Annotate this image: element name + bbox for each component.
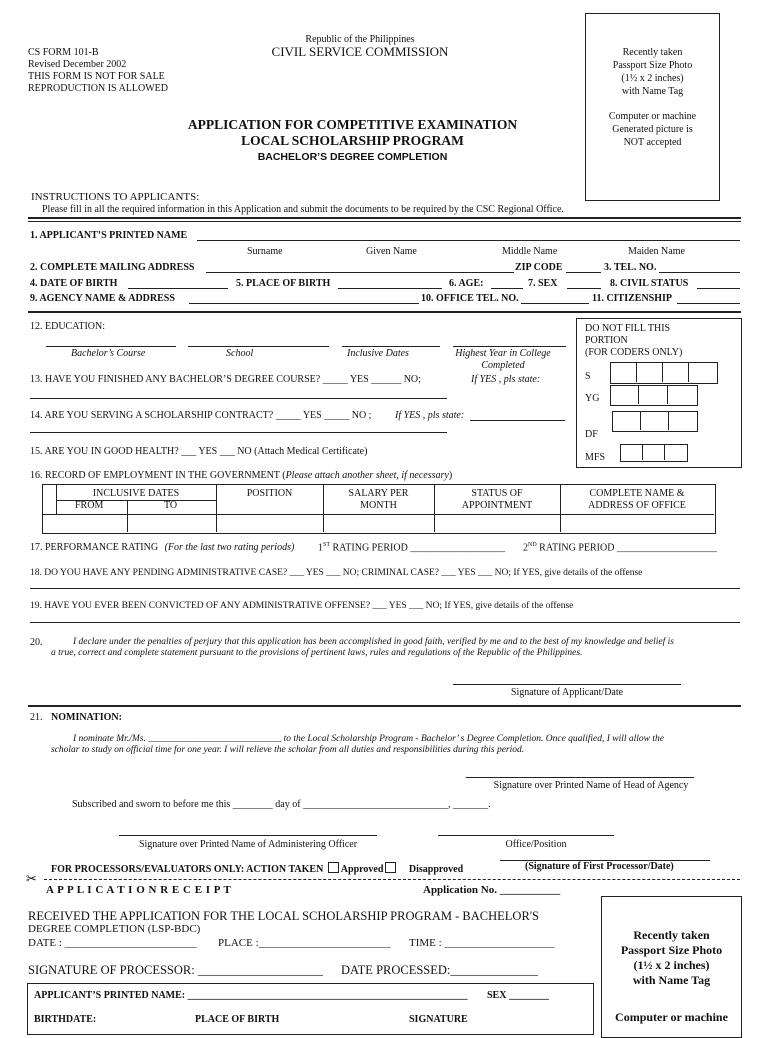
second-rating-period: 2ND RATING PERIOD ____________________ [523, 542, 717, 554]
receipt-birthdate: BIRTHDATE: [34, 1014, 97, 1025]
question-19: 19. HAVE YOU EVER BEEN CONVICTED OF ANY ADMINISTRATIVE OFFENSE? ___ YES ___ NO; If YES, give details of the offense [30, 601, 574, 611]
receipt-time: TIME : ____________________ [409, 937, 555, 949]
th-from: FROM [75, 500, 104, 511]
coder-df-cells[interactable] [612, 411, 698, 432]
coder-s-label: S [585, 371, 591, 382]
th-address-2: ADDRESS OF OFFICE [588, 500, 686, 511]
coder-yg-cells[interactable] [610, 385, 698, 406]
question-15: 15. ARE YOU IN GOOD HEALTH? ___ YES ___ NO (Attach Medical Certificate) [30, 446, 368, 457]
disapproved-label: Disapproved [408, 864, 464, 875]
photo-instruction-4: with Name Tag [621, 86, 684, 97]
photo-instruction-5: Computer or machine [608, 111, 697, 122]
form-meta [28, 47, 168, 95]
cut-line [44, 879, 740, 880]
question-14-details-input-2[interactable] [30, 432, 447, 433]
form-revised: Revised December 2002 [28, 59, 127, 70]
applicant-signature-input[interactable] [453, 684, 681, 685]
coder-mfs-cells[interactable] [620, 444, 688, 462]
th-status-1: STATUS OF [471, 488, 523, 499]
question-18-details-input[interactable] [30, 588, 740, 589]
receipt-sex: SEX ________ [487, 990, 549, 1001]
place-of-birth-input[interactable] [338, 288, 442, 289]
place-of-birth-label: 5. PLACE OF BIRTH [236, 278, 331, 289]
question-17-note: (For the last two rating periods) [164, 542, 295, 553]
question-13-if-yes: If YES , pls state: [471, 374, 541, 385]
question-21-number: 21. [30, 712, 43, 723]
coder-mfs-label: MFS [585, 452, 606, 463]
given-name-caption: Given Name [366, 246, 417, 257]
administering-officer-caption: Signature over Printed Name of Administering Officer [138, 839, 358, 850]
received-line-2: DEGREE COMPLETION (LSP-BDC) [28, 923, 201, 935]
first-processor-caption: (Signature of First Processor/Date) [525, 861, 674, 872]
signature-of-processor: SIGNATURE OF PROCESSOR: ____________________ [28, 963, 323, 977]
surname-caption: Surname [247, 246, 283, 257]
office-position-input[interactable] [438, 835, 614, 836]
form-title-2: LOCAL SCHOLARSHIP PROGRAM [241, 133, 464, 148]
th-address-1: COMPLETE NAME & [589, 488, 685, 499]
form-title-1: APPLICATION FOR COMPETITIVE EXAMINATION [187, 117, 518, 132]
coder-s-cells[interactable] [610, 362, 718, 384]
instructions-text: Please fill in all the required information in this Application and submit the documents to be required by the CSC Regional Office. [42, 204, 564, 215]
declaration-line-2: a true, correct and complete statement pursuant to the provisions of pertinent laws, rules and regulations of the Republic of the Philippines. [51, 648, 583, 658]
question-14: 14. ARE YOU SERVING A SCHOLARSHIP CONTRACT? _____ YES _____ NO ; [30, 410, 372, 421]
receipt-place: PLACE :________________________ [218, 937, 391, 949]
highest-year-caption-1: Highest Year in College [455, 348, 551, 359]
question-18: 18. DO YOU HAVE ANY PENDING ADMINISTRATIVE CASE? ___ YES ___ NO; CRIMINAL CASE? ___ YES ___ NO; If YES, give details of the offense [30, 568, 643, 578]
first-rating-period: 1ST RATING PERIOD ___________________ [318, 542, 506, 554]
office-tel-input[interactable] [521, 303, 589, 304]
civil-status-label: 8. CIVIL STATUS [610, 278, 689, 289]
commission-label: CIVIL SERVICE COMMISSION [271, 44, 449, 59]
field-mailing-address-label: 2. COMPLETE MAILING ADDRESS [30, 262, 195, 273]
receipt-photo-instruction-5: Computer or machine [615, 1010, 728, 1024]
republic-label: Republic of the Philippines [305, 34, 415, 45]
receipt-photo-instruction-4: with Name Tag [632, 973, 711, 987]
civil-status-input[interactable] [697, 288, 740, 289]
head-of-agency-caption: Signature over Printed Name of Head of Agency [493, 780, 689, 791]
approved-label: Approved [340, 864, 384, 875]
form-number: CS FORM 101-B [28, 47, 99, 58]
citizenship-label: 11. CITIZENSHIP [592, 293, 673, 304]
form-subtitle: BACHELOR’S DEGREE COMPLETION [257, 151, 448, 163]
middle-name-caption: Middle Name [502, 246, 558, 257]
question-13-details-input[interactable] [30, 398, 447, 399]
inclusive-dates-caption: Inclusive Dates [347, 348, 409, 359]
application-number: Application No. ___________ [423, 884, 561, 896]
disapproved-checkbox[interactable] [385, 862, 396, 873]
highest-year-input[interactable] [453, 346, 566, 347]
scissors-icon: ✂ [26, 871, 37, 886]
photo-instruction-3: (1½ x 2 inches) [621, 73, 684, 84]
tel-no-input[interactable] [659, 272, 740, 273]
nomination-line-2: scholar to study on official time for one year. I will relieve the scholar from all duties and responsibilities during this period. [51, 745, 525, 755]
course-caption: Bachelor’s Course [71, 348, 146, 359]
coder-note-1: DO NOT FILL THIS [585, 323, 671, 334]
coder-note-3: (FOR CODERS ONLY) [585, 347, 683, 358]
receipt-place-of-birth: PLACE OF BIRTH [195, 1014, 280, 1025]
question-17 [30, 542, 294, 553]
agency-name-label: 9. AGENCY NAME & ADDRESS [30, 293, 175, 304]
photo-instruction-7: NOT accepted [623, 137, 682, 148]
th-salary-1: SALARY PER [348, 488, 409, 499]
maiden-name-caption: Maiden Name [628, 246, 685, 257]
question-13: 13. HAVE YOU FINISHED ANY BACHELOR’S DEGREE COURSE? _____ YES ______ NO; [30, 374, 421, 385]
date-of-birth-input[interactable] [128, 288, 228, 289]
receipt-photo-instruction-3: (1½ x 2 inches) [633, 958, 710, 972]
question-17-label: 17. PERFORMANCE RATING [30, 542, 159, 553]
instructions-heading: INSTRUCTIONS TO APPLICANTS: [31, 191, 200, 203]
receipt-date: DATE : ________________________ [28, 937, 197, 949]
school-caption: School [226, 348, 254, 359]
office-tel-label: 10. OFFICE TEL. NO. [421, 293, 519, 304]
nomination-label: NOMINATION: [51, 712, 122, 723]
photo-instruction-6: Generated picture is [612, 124, 693, 135]
form-reproduction: REPRODUCTION IS ALLOWED [28, 83, 168, 94]
nomination-line-1: I nominate Mr./Ms. ____________________________ to the Local Scholarship Program - Bachelor’ s Degree Completion. Once qualified, I will allow the [73, 734, 664, 744]
inclusive-dates-input[interactable] [342, 346, 440, 347]
th-position: POSITION [246, 488, 293, 499]
zip-code-input[interactable] [566, 272, 601, 273]
coder-note-2: PORTION [585, 335, 628, 346]
approved-checkbox[interactable] [328, 862, 339, 873]
th-salary-2: MONTH [360, 500, 397, 511]
question-16-note: Please attach another sheet, if necessary [285, 470, 449, 481]
mailing-address-input[interactable] [206, 272, 514, 273]
age-input[interactable] [491, 288, 523, 289]
declaration-line-1: I declare under the penalties of perjury that this application has been accomplished in good faith, verified by me and to the best of my knowledge and belief is [73, 637, 674, 647]
question-14-details-input[interactable] [470, 420, 565, 421]
citizenship-input[interactable] [677, 303, 740, 304]
th-to: TO [164, 500, 178, 511]
th-inclusive-dates: INCLUSIVE DATES [92, 488, 180, 499]
form-not-for-sale: THIS FORM IS NOT FOR SALE [28, 71, 165, 82]
photo-instruction-1: Recently taken [622, 47, 683, 58]
applicant-name-input[interactable] [197, 240, 740, 241]
photo-instruction-2: Passport Size Photo [612, 60, 693, 71]
subscribed-sworn-line: Subscribed and sworn to before me this ________ day of _____________________________, _______. [72, 799, 491, 810]
processors-row [51, 862, 463, 875]
question-20-number: 20. [30, 637, 43, 648]
question-16-end: ) [448, 470, 453, 481]
date-of-birth-label: 4. DATE OF BIRTH [30, 278, 118, 289]
question-19-details-input[interactable] [30, 622, 740, 623]
receipt-title: A P P L I C A T I O N R E C E I P T [46, 884, 232, 896]
administering-officer-signature-input[interactable] [119, 835, 377, 836]
coder-df-label: DF [585, 429, 598, 440]
coder-yg-label: YG [585, 393, 600, 404]
field-applicant-name-label: 1. APPLICANT’S PRINTED NAME [30, 230, 188, 241]
zip-code-label: ZIP CODE [515, 262, 563, 273]
date-processed: DATE PROCESSED:______________ [341, 963, 538, 977]
sex-label: 7. SEX [528, 278, 558, 289]
education-label: 12. EDUCATION: [30, 321, 105, 332]
tel-no-label: 3. TEL. NO. [604, 262, 657, 273]
course-input[interactable] [46, 346, 176, 347]
school-input[interactable] [188, 346, 329, 347]
age-label: 6. AGE: [449, 278, 484, 289]
th-status-2: APPOINTMENT [461, 500, 533, 511]
applicant-signature-caption: Signature of Applicant/Date [510, 687, 624, 698]
receipt-signature: SIGNATURE [409, 1014, 468, 1025]
agency-name-input[interactable] [189, 303, 419, 304]
received-line-1: RECEIVED THE APPLICATION FOR THE LOCAL SCHOLARSHIP PROGRAM - BACHELOR'S [28, 909, 539, 923]
office-position-caption: Office/Position [505, 839, 567, 850]
question-14-if-yes: If YES , pls state: [395, 410, 465, 421]
receipt-photo-instruction-1: Recently taken [633, 928, 710, 942]
receipt-photo-instruction-2: Passport Size Photo [620, 943, 723, 957]
question-16-label: 16. RECORD OF EMPLOYMENT IN THE GOVERNMENT ( [30, 470, 286, 481]
receipt-printed-name: APPLICANT’S PRINTED NAME: ________________________________________________________ [34, 990, 468, 1001]
processors-label: FOR PROCESSORS/EVALUATORS ONLY: ACTION TAKEN [51, 864, 324, 875]
head-of-agency-signature-input[interactable] [466, 777, 694, 778]
question-16 [30, 470, 452, 481]
sex-input[interactable] [567, 288, 601, 289]
highest-year-caption-2: Completed [481, 360, 525, 371]
